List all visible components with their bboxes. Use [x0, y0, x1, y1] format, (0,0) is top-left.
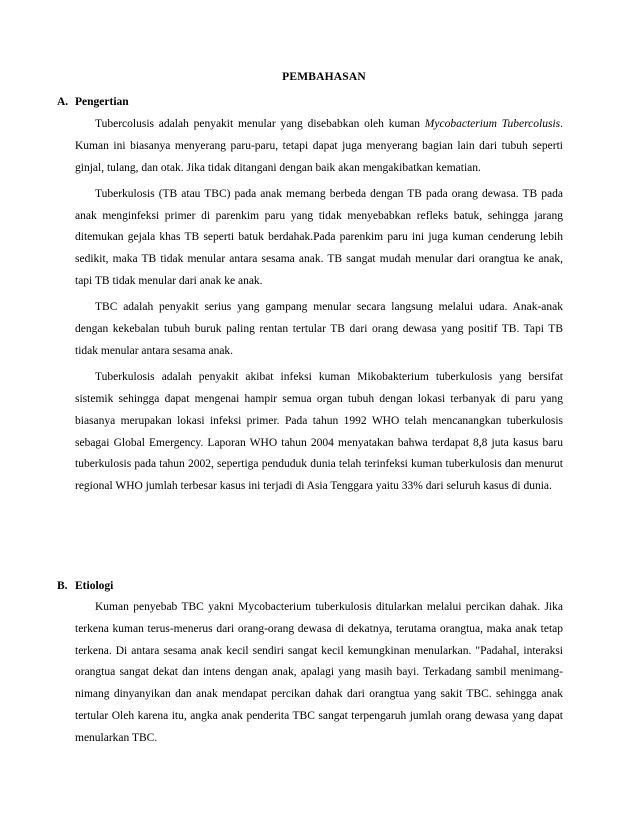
section-heading-pengertian — [57, 96, 129, 108]
page-title: PEMBAHASAN — [282, 71, 366, 83]
paragraph: Tuberkulosis (TB atau TBC) pada anak memang berbeda dengan TB pada orang dewasa. TB pada anak menginfeksi primer di parenkim paru yang tidak menyebabkan refleks batuk, sehingga jarang ditemukan gejala khas TB seperti batuk berdahak.Pada parenkim paru ini juga kuman cenderung lebih sedikit, maka TB tidak menular antara sesama anak. TB sangat mudah menular dari orangtua ke anak, tapi TB tidak menular dari anak ke anak. — [75, 187, 563, 288]
section-number: A. — [57, 96, 69, 108]
section-body-etiologi — [75, 597, 563, 750]
paragraph: TBC adalah penyakit serius yang gampang menular secara langsung melalui udara. Anak-anak dengan kekebalan tubuh buruk paling rentan tertular TB dari orang dewasa yang positif TB. Tapi TB tidak menular antara sesama anak. — [75, 301, 563, 357]
section-heading-etiologi — [57, 580, 113, 592]
paragraph: Tubercolusis adalah penyakit menular yang disebabkan oleh kuman Mycobacterium Tubercolusis. Kuman ini biasanya menyerang paru-paru, tetapi dapat juga menyerang bagian lain dari tubuh seperti ginjal, tulang, dan otak. Jika tidak ditangani dengan baik akan mengakibatkan kematian. — [75, 118, 563, 174]
section-title: Pengertian — [75, 96, 129, 108]
paragraph: Kuman penyebab TBC yakni Mycobacterium tuberkulosis ditularkan melalui percikan dahak. Jika terkena kuman terus-menerus dari orang-orang dewasa di dekatnya, terutama orangtua, maka anak tetap terkena. Di antara sesama anak kecil sendiri sangat kecil kemungkinan menularkan. "Padahal, interaksi orangtua sangat dekat dan intens dengan anak, apalagi yang masih bayi. Terkadang sambil menimang-nimang dinyanyikan dan anak mendapat percikan dahak dari orangtua yang sakit TBC. sehingga anak tertular Oleh karena itu, angka anak penderita TBC sangat terpengaruh jumlah orang dewasa yang dapat menularkan TBC. — [75, 601, 563, 744]
section-number: B. — [57, 580, 68, 592]
section-title: Etiologi — [75, 580, 114, 592]
italic-term: Mycobacterium Tubercolusis — [424, 118, 561, 130]
section-body-pengertian — [75, 114, 563, 498]
paragraph: Tuberkulosis adalah penyakit akibat infeksi kuman Mikobakterium tuberkulosis yang bersifat sistemik sehingga dapat mengenai hampir semua organ tubuh dengan lokasi terbanyak di paru yang biasanya merupakan lokasi infeksi primer. Pada tahun 1992 WHO telah mencanangkan tuberkulosis sebagai Global Emergency. Laporan WHO tahun 2004 menyatakan bahwa terdapat 8,8 juta kasus baru tuberkulosis pada tahun 2002, sepertiga penduduk dunia telah terinfeksi kuman tuberkulosis dan menurut regional WHO jumlah terbesar kasus ini terjadi di Asia Tenggara yaitu 33% dari seluruh kasus di dunia. — [75, 371, 563, 493]
